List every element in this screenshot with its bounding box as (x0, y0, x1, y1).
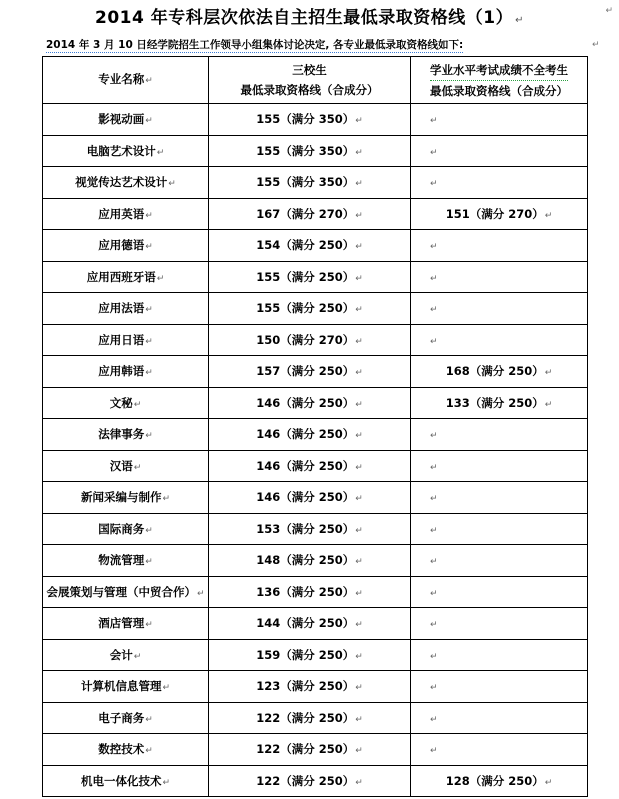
sanxiao-score-cell: 136（满分 250）↵ (209, 576, 411, 608)
incomplete-score-cell (411, 293, 588, 325)
incomplete-score-cell: 151（满分 270）↵ (411, 198, 588, 230)
cell-mark-icon: ↵ (355, 242, 363, 253)
cell-mark-icon: ↵ (544, 368, 553, 379)
table-header-row (43, 57, 588, 104)
incomplete-score-cell (411, 734, 588, 766)
cell-mark-icon: ↵ (430, 557, 438, 568)
incomplete-score-cell (411, 450, 588, 482)
cell-mark-icon: ↵ (544, 777, 553, 788)
cell-mark-icon: ↵ (430, 494, 438, 505)
sanxiao-score-cell: 154（满分 250）↵ (209, 230, 411, 262)
major-name-cell: 新闻采编与制作↵ (43, 482, 209, 514)
sanxiao-score-cell: 155（满分 350）↵ (209, 135, 411, 167)
cell-mark-icon: ↵ (355, 777, 363, 788)
major-name-cell: 影视动画↵ (43, 104, 209, 136)
sanxiao-score-cell: 148（满分 250）↵ (209, 545, 411, 577)
table-row (43, 482, 588, 514)
incomplete-score-cell (411, 482, 588, 514)
cell-mark-icon: ↵ (430, 116, 438, 127)
sanxiao-score-cell: 155（满分 350）↵ (209, 167, 411, 199)
cell-mark-icon: ↵ (162, 683, 171, 694)
header-incomplete-score: 学业水平考试成绩不全考生 最低录取资格线（合成分） (411, 57, 588, 104)
sanxiao-score-cell: 150（满分 270）↵ (209, 324, 411, 356)
paragraph-mark-icon: ↵ (515, 15, 524, 26)
major-name-cell: 酒店管理↵ (43, 608, 209, 640)
incomplete-score-cell (411, 513, 588, 545)
major-name-cell: 数控技术↵ (43, 734, 209, 766)
major-name-cell: 会展策划与管理（中贸合作）↵ (43, 576, 209, 608)
major-name-cell: 汉语↵ (43, 450, 209, 482)
table-row (43, 671, 588, 703)
cell-mark-icon: ↵ (430, 305, 438, 316)
cell-mark-icon: ↵ (145, 714, 153, 725)
sanxiao-score-cell: 153（满分 250）↵ (209, 513, 411, 545)
incomplete-score-cell (411, 230, 588, 262)
cell-mark-icon: ↵ (355, 431, 363, 442)
cell-mark-icon: ↵ (430, 683, 438, 694)
cell-mark-icon: ↵ (133, 399, 142, 410)
table-row (43, 576, 588, 608)
table-row (43, 702, 588, 734)
sanxiao-score-cell: 146（满分 250）↵ (209, 387, 411, 419)
table-row (43, 387, 588, 419)
sanxiao-score-cell: 155（满分 350）↵ (209, 104, 411, 136)
major-name-cell: 法律事务↵ (43, 419, 209, 451)
table-row (43, 734, 588, 766)
table-row (43, 135, 588, 167)
major-name-cell: 应用德语↵ (43, 230, 209, 262)
table-row (43, 167, 588, 199)
cell-mark-icon: ↵ (355, 116, 363, 127)
major-name-cell: 应用韩语↵ (43, 356, 209, 388)
cell-mark-icon: ↵ (145, 368, 153, 379)
cell-mark-icon: ↵ (430, 620, 438, 631)
cell-mark-icon: ↵ (355, 368, 363, 379)
paragraph-mark-icon: ↵ (605, 6, 613, 16)
sanxiao-score-cell: 157（满分 250）↵ (209, 356, 411, 388)
cell-mark-icon: ↵ (430, 462, 438, 473)
cell-mark-icon: ↵ (355, 305, 363, 316)
cell-mark-icon: ↵ (145, 210, 153, 221)
cell-mark-icon: ↵ (145, 336, 153, 347)
major-name-cell: 电脑艺术设计↵ (43, 135, 209, 167)
major-name-cell: 应用英语↵ (43, 198, 209, 230)
major-name-cell: 会计↵ (43, 639, 209, 671)
cell-mark-icon: ↵ (355, 210, 363, 221)
incomplete-score-cell (411, 576, 588, 608)
cell-mark-icon: ↵ (544, 210, 553, 221)
cell-mark-icon: ↵ (355, 494, 363, 505)
header-sanxiao-score: 三校生 最低录取资格线（合成分） (209, 57, 411, 104)
incomplete-score-cell (411, 419, 588, 451)
document-title: 2014 年专科层次依法自主招生最低录取资格线（1） ↵ (95, 8, 524, 28)
major-name-cell: 应用西班牙语↵ (43, 261, 209, 293)
incomplete-score-cell: 133（满分 250）↵ (411, 387, 588, 419)
incomplete-score-cell (411, 135, 588, 167)
cell-mark-icon: ↵ (355, 462, 363, 473)
sanxiao-score-cell: 123（满分 250）↵ (209, 671, 411, 703)
cell-mark-icon: ↵ (156, 273, 165, 284)
cell-mark-icon: ↵ (145, 525, 153, 536)
cell-mark-icon: ↵ (430, 525, 438, 536)
header-major-name: 专业名称↵ (43, 57, 209, 104)
major-name-cell: 文秘↵ (43, 387, 209, 419)
cell-mark-icon: ↵ (145, 76, 153, 86)
table-body (43, 104, 588, 797)
table-row (43, 261, 588, 293)
score-table (42, 56, 588, 797)
sanxiao-score-cell: 155（满分 250）↵ (209, 261, 411, 293)
cell-mark-icon: ↵ (145, 116, 153, 127)
cell-mark-icon: ↵ (145, 305, 153, 316)
cell-mark-icon: ↵ (355, 620, 363, 631)
cell-mark-icon: ↵ (355, 147, 363, 158)
sanxiao-score-cell: 122（满分 250）↵ (209, 734, 411, 766)
table-row (43, 324, 588, 356)
cell-mark-icon: ↵ (133, 462, 142, 473)
cell-mark-icon: ↵ (430, 179, 438, 190)
table-row (43, 513, 588, 545)
cell-mark-icon: ↵ (355, 557, 363, 568)
cell-mark-icon: ↵ (355, 651, 363, 662)
major-name-cell: 电子商务↵ (43, 702, 209, 734)
sanxiao-score-cell: 146（满分 250）↵ (209, 450, 411, 482)
cell-mark-icon: ↵ (355, 714, 363, 725)
incomplete-score-cell: 168（满分 250）↵ (411, 356, 588, 388)
cell-mark-icon: ↵ (430, 242, 438, 253)
cell-mark-icon: ↵ (355, 179, 363, 190)
major-name-cell: 应用法语↵ (43, 293, 209, 325)
sanxiao-score-cell: 144（满分 250）↵ (209, 608, 411, 640)
sanxiao-score-cell: 146（满分 250）↵ (209, 482, 411, 514)
table-row (43, 450, 588, 482)
major-name-cell: 应用日语↵ (43, 324, 209, 356)
table-row (43, 293, 588, 325)
table-row (43, 104, 588, 136)
table-row (43, 765, 588, 797)
cell-mark-icon: ↵ (145, 242, 153, 253)
incomplete-score-cell (411, 167, 588, 199)
table-row (43, 419, 588, 451)
cell-mark-icon: ↵ (355, 273, 363, 284)
cell-mark-icon: ↵ (355, 399, 363, 410)
table-row (43, 230, 588, 262)
cell-mark-icon: ↵ (133, 651, 142, 662)
cell-mark-icon: ↵ (430, 714, 438, 725)
incomplete-score-cell (411, 545, 588, 577)
cell-mark-icon: ↵ (430, 431, 438, 442)
cell-mark-icon: ↵ (355, 525, 363, 536)
cell-mark-icon: ↵ (355, 746, 363, 757)
cell-mark-icon: ↵ (430, 336, 438, 347)
major-name-cell: 机电一体化技术↵ (43, 765, 209, 797)
incomplete-score-cell (411, 671, 588, 703)
cell-mark-icon: ↵ (355, 588, 363, 599)
cell-mark-icon: ↵ (145, 557, 153, 568)
cell-mark-icon: ↵ (355, 683, 363, 694)
cell-mark-icon: ↵ (145, 620, 153, 631)
cell-mark-icon: ↵ (145, 431, 153, 442)
incomplete-score-cell (411, 104, 588, 136)
incomplete-score-cell (411, 702, 588, 734)
sanxiao-score-cell: 122（满分 250）↵ (209, 702, 411, 734)
cell-mark-icon: ↵ (430, 147, 438, 158)
table-row (43, 545, 588, 577)
incomplete-score-cell (411, 608, 588, 640)
cell-mark-icon: ↵ (430, 273, 438, 284)
table-row (43, 608, 588, 640)
incomplete-score-cell (411, 261, 588, 293)
cell-mark-icon: ↵ (430, 588, 438, 599)
document-subtitle: 2014 年 3 月 10 日经学院招生工作领导小组集体讨论决定, 各专业最低录取资格线如下: (46, 39, 464, 51)
sanxiao-score-cell: 122（满分 250）↵ (209, 765, 411, 797)
incomplete-score-cell (411, 324, 588, 356)
table-row (43, 639, 588, 671)
major-name-cell: 视觉传达艺术设计↵ (43, 167, 209, 199)
sanxiao-score-cell: 155（满分 250）↵ (209, 293, 411, 325)
major-name-cell: 国际商务↵ (43, 513, 209, 545)
cell-mark-icon: ↵ (168, 179, 176, 190)
sanxiao-score-cell: 159（满分 250）↵ (209, 639, 411, 671)
cell-mark-icon: ↵ (544, 399, 553, 410)
sanxiao-score-cell: 146（满分 250）↵ (209, 419, 411, 451)
cell-mark-icon: ↵ (162, 494, 171, 505)
cell-mark-icon: ↵ (355, 336, 363, 347)
paragraph-mark-icon: ↵ (592, 40, 600, 50)
table-row (43, 198, 588, 230)
cell-mark-icon: ↵ (162, 777, 171, 788)
cell-mark-icon: ↵ (430, 746, 438, 757)
cell-mark-icon: ↵ (156, 147, 165, 158)
table-row (43, 356, 588, 388)
major-name-cell: 计算机信息管理↵ (43, 671, 209, 703)
cell-mark-icon: ↵ (430, 651, 438, 662)
sanxiao-score-cell: 167（满分 270）↵ (209, 198, 411, 230)
major-name-cell: 物流管理↵ (43, 545, 209, 577)
cell-mark-icon: ↵ (196, 588, 205, 599)
incomplete-score-cell: 128（满分 250）↵ (411, 765, 588, 797)
incomplete-score-cell (411, 639, 588, 671)
cell-mark-icon: ↵ (145, 746, 153, 757)
